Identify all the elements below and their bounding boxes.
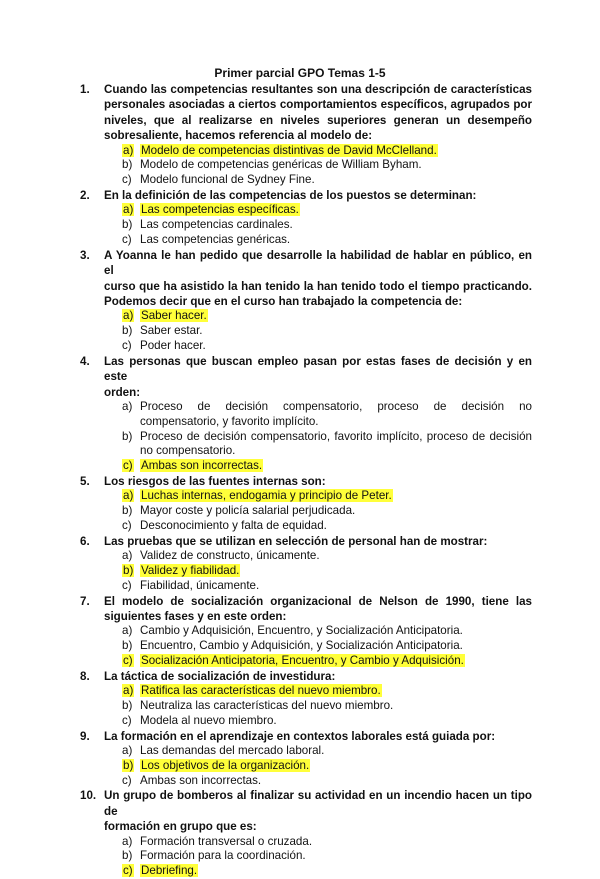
- option-text-line: [140, 564, 532, 579]
- question-2: [80, 188, 532, 203]
- question-text-line: siguientes fases y en este orden:: [104, 610, 287, 624]
- option-letter: b): [122, 158, 133, 172]
- option-text-content: Desconocimiento y falta de equidad.: [140, 519, 327, 533]
- answer-option: [122, 639, 532, 654]
- option-text: [140, 714, 532, 729]
- option-text-content: Proceso de decisión compensatorio, proceso de decisión no: [140, 400, 532, 414]
- option-label: [122, 624, 140, 639]
- option-text-content: Las demandas del mercado laboral.: [140, 744, 325, 758]
- option-text: [140, 309, 532, 324]
- option-text: [140, 864, 532, 879]
- option-letter: b): [123, 564, 134, 578]
- option-text: [140, 400, 532, 430]
- answer-options: [122, 400, 532, 474]
- question-3: [80, 248, 532, 310]
- answer-option-correct: [122, 564, 532, 579]
- option-letter: c): [122, 339, 132, 353]
- option-letter: c): [122, 233, 132, 247]
- question-text-line: Cuando las competencias resultantes son una descripción de características: [104, 83, 532, 96]
- option-text-line: [140, 158, 532, 173]
- question-number: 2.: [80, 189, 90, 203]
- option-text-line: [140, 444, 532, 459]
- option-label: [122, 684, 140, 699]
- answer-option: [122, 233, 532, 248]
- question-text-line: niveles, que al realizarse en niveles superiores generan un desempeño: [104, 113, 532, 127]
- question-10: [80, 788, 532, 834]
- option-text-line: [140, 339, 532, 354]
- option-text-content: Ambas son incorrectas.: [140, 773, 262, 787]
- option-label: [122, 324, 140, 339]
- option-text-line: [140, 218, 532, 233]
- option-text: [140, 684, 532, 699]
- question-number: 3.: [80, 248, 90, 262]
- option-text-line: [140, 430, 532, 445]
- option-letter: a): [123, 489, 134, 503]
- question-text: [104, 788, 532, 834]
- option-label: [122, 549, 140, 564]
- option-label: [122, 759, 140, 774]
- answer-options: [122, 489, 532, 533]
- option-text-content: Saber hacer.: [141, 309, 207, 323]
- answer-option: [122, 699, 532, 714]
- option-label: [122, 564, 140, 579]
- option-label: [122, 864, 140, 879]
- answer-option: [122, 774, 532, 789]
- option-letter: c): [123, 864, 133, 878]
- option-text-content: Validez y fiabilidad.: [141, 564, 240, 578]
- question-text: [104, 82, 532, 144]
- option-text-content: Encuentro, Cambio y Adquisición, y Socialización Anticipatoria.: [140, 639, 463, 653]
- answer-option: [122, 714, 532, 729]
- option-text: [140, 489, 532, 504]
- question-text-line: Podemos decir que en el curso han trabajado la competencia de:: [104, 295, 463, 309]
- option-label: [122, 309, 140, 324]
- option-letter: c): [122, 173, 132, 187]
- option-text: [140, 519, 532, 534]
- question-text-line: Un grupo de bomberos al finalizar su actividad en un incendio hacen un tipo de: [104, 789, 532, 818]
- option-text-line: [140, 579, 532, 594]
- question-number: 4.: [80, 354, 90, 368]
- answer-options: [122, 144, 532, 188]
- question-text-line: La táctica de socialización de investidura:: [104, 669, 336, 683]
- option-text-line: [140, 639, 532, 654]
- question-text-line: Los riesgos de las fuentes internas son:: [104, 475, 326, 489]
- option-letter: a): [122, 834, 133, 848]
- option-label: [122, 430, 140, 460]
- answer-option-correct: [122, 654, 532, 669]
- option-text: [140, 158, 532, 173]
- option-text: [140, 564, 532, 579]
- option-letter: a): [122, 624, 133, 638]
- option-text-line: [140, 489, 532, 504]
- question-text-line: El modelo de socialización organizacional de Nelson de 1990, tiene las: [104, 594, 532, 608]
- option-text: [140, 639, 532, 654]
- answer-options: [122, 549, 532, 593]
- option-text-content: Las competencias específicas.: [141, 203, 299, 217]
- option-label: [122, 744, 140, 759]
- option-text-line: [140, 699, 532, 714]
- option-label: [122, 144, 140, 159]
- question-6: [80, 534, 532, 549]
- option-label: [122, 579, 140, 594]
- option-text-content: Proceso de decisión compensatorio, favorito implícito, proceso de decisión: [140, 429, 532, 443]
- answer-option: [122, 835, 532, 850]
- question-text: [104, 354, 532, 400]
- option-text-content: Modelo de competencias genéricas de William Byham.: [140, 158, 422, 172]
- option-letter: a): [122, 549, 133, 563]
- answer-option: [122, 519, 532, 534]
- option-letter: b): [123, 758, 134, 772]
- option-label: [122, 714, 140, 729]
- option-letter: a): [123, 684, 134, 698]
- option-text: [140, 654, 532, 669]
- option-text: [140, 339, 532, 354]
- question-text-line: curso que ha asistido la han tenido la han tenido todo el tiempo practicando.: [104, 279, 532, 293]
- option-label: [122, 339, 140, 354]
- question-text-line: En la definición de las competencias de los puestos se determinan:: [104, 189, 477, 203]
- answer-option: [122, 549, 532, 564]
- question-4: [80, 354, 532, 400]
- question-text: [104, 594, 532, 625]
- option-text-content: Cambio y Adquisición, Encuentro, y Socialización Anticipatoria.: [140, 624, 463, 638]
- option-label: [122, 459, 140, 474]
- option-text-line: [140, 624, 532, 639]
- option-label: [122, 639, 140, 654]
- question-number: 8.: [80, 669, 90, 683]
- option-text-line: [140, 864, 532, 879]
- option-letter: b): [122, 324, 133, 338]
- option-label: [122, 400, 140, 430]
- option-text-content: no compensatorio.: [140, 444, 236, 458]
- option-label: [122, 654, 140, 669]
- question-text: [104, 474, 532, 489]
- option-text-line: [140, 849, 532, 864]
- option-letter: b): [122, 218, 133, 232]
- option-letter: b): [122, 849, 133, 863]
- option-text-line: [140, 654, 532, 669]
- question-text-line: Las pruebas que se utilizan en selección de personal han de mostrar:: [104, 534, 488, 548]
- answer-options: [122, 624, 532, 668]
- option-text-line: [140, 309, 532, 324]
- option-label: [122, 519, 140, 534]
- option-text-content: Validez de constructo, únicamente.: [140, 549, 320, 563]
- answer-options: [122, 835, 532, 879]
- question-number: 5.: [80, 475, 90, 489]
- option-text: [140, 699, 532, 714]
- answer-option: [122, 430, 532, 460]
- option-text-content: compensatorio, y favorito implícito.: [140, 414, 319, 428]
- option-text-line: [140, 519, 532, 534]
- option-letter: a): [123, 143, 134, 157]
- option-text-content: Formación para la coordinación.: [140, 849, 306, 863]
- option-label: [122, 504, 140, 519]
- question-number: 10.: [80, 789, 97, 803]
- answer-option: [122, 744, 532, 759]
- question-8: [80, 669, 532, 684]
- answer-option-correct: [122, 203, 532, 218]
- option-text-line: [140, 459, 532, 474]
- option-letter: a): [122, 744, 133, 758]
- question-text-line: orden:: [104, 385, 141, 399]
- option-text: [140, 218, 532, 233]
- question-text-line: A Yoanna le han pedido que desarrolle la habilidad de hablar en público, en el: [104, 248, 532, 278]
- option-text: [140, 624, 532, 639]
- option-letter: b): [122, 504, 133, 518]
- answer-option-correct: [122, 144, 532, 159]
- answer-options: [122, 203, 532, 247]
- page-title: Primer parcial GPO Temas 1-5: [214, 66, 386, 80]
- question-7: [80, 594, 532, 625]
- answer-option-correct: [122, 759, 532, 774]
- option-text: [140, 203, 532, 218]
- question-number: 6.: [80, 534, 90, 548]
- option-text-content: Formación transversal o cruzada.: [140, 834, 313, 848]
- option-label: [122, 849, 140, 864]
- option-text-line: [140, 415, 532, 430]
- option-letter: a): [122, 400, 133, 414]
- question-text: [104, 729, 532, 744]
- option-text-line: [140, 549, 532, 564]
- option-text: [140, 759, 532, 774]
- answer-option: [122, 158, 532, 173]
- option-letter: c): [123, 654, 133, 668]
- option-text: [140, 430, 532, 460]
- option-text-line: [140, 203, 532, 218]
- option-text-line: [140, 835, 532, 850]
- option-text-content: Fiabilidad, únicamente.: [140, 578, 260, 592]
- option-label: [122, 218, 140, 233]
- answer-option: [122, 579, 532, 594]
- option-letter: c): [122, 773, 132, 787]
- option-text: [140, 549, 532, 564]
- question-list: [80, 82, 532, 879]
- question-text-line: personales asociadas a ciertos comportamientos específicos, agrupados por: [104, 98, 532, 112]
- question-text: [104, 188, 532, 203]
- option-text-content: Ratifica las características del nuevo miembro.: [141, 684, 381, 698]
- option-text: [140, 459, 532, 474]
- option-label: [122, 233, 140, 248]
- question-5: [80, 474, 532, 489]
- answer-option-correct: [122, 309, 532, 324]
- option-letter: c): [122, 519, 132, 533]
- option-text-content: Las competencias genéricas.: [140, 233, 291, 247]
- option-text-line: [140, 233, 532, 248]
- answer-options: [122, 744, 532, 788]
- option-letter: c): [122, 578, 132, 592]
- answer-option: [122, 849, 532, 864]
- question-text: [104, 669, 532, 684]
- question-text-line: formación en grupo que es:: [104, 820, 257, 834]
- option-letter: a): [123, 309, 134, 323]
- option-text-line: [140, 759, 532, 774]
- answer-options: [122, 684, 532, 728]
- answer-option: [122, 400, 532, 430]
- question-number: 9.: [80, 729, 90, 743]
- option-text-line: [140, 714, 532, 729]
- option-text-content: Los objetivos de la organización.: [141, 758, 310, 772]
- question-number: 7.: [80, 594, 90, 608]
- option-text-content: Luchas internas, endogamia y principio de Peter.: [141, 489, 392, 503]
- option-text-content: Neutraliza las características del nuevo miembro.: [140, 699, 394, 713]
- question-text-line: sobresaliente, hacemos referencia al modelo de:: [104, 129, 373, 143]
- option-label: [122, 203, 140, 218]
- option-text: [140, 324, 532, 339]
- option-label: [122, 489, 140, 504]
- option-text-line: [140, 324, 532, 339]
- option-text-line: [140, 744, 532, 759]
- answer-option: [122, 218, 532, 233]
- option-text-content: Modelo funcional de Sydney Fine.: [140, 173, 315, 187]
- option-label: [122, 774, 140, 789]
- option-label: [122, 835, 140, 850]
- answer-option-correct: [122, 864, 532, 879]
- answer-option: [122, 173, 532, 188]
- option-text-line: [140, 173, 532, 188]
- option-text-content: Saber estar.: [140, 324, 203, 338]
- question-number: 1.: [80, 83, 90, 96]
- answer-option: [122, 504, 532, 519]
- option-text: [140, 849, 532, 864]
- answer-option: [122, 324, 532, 339]
- question-9: [80, 729, 532, 744]
- option-text-content: Socialización Anticipatoria, Encuentro, y Cambio y Adquisición.: [141, 654, 464, 668]
- option-letter: b): [122, 699, 133, 713]
- option-text: [140, 579, 532, 594]
- option-text-content: Ambas son incorrectas.: [141, 459, 263, 473]
- answer-option-correct: [122, 459, 532, 474]
- answer-option: [122, 624, 532, 639]
- question-1: [80, 82, 532, 144]
- option-text-content: Mayor coste y policía salarial perjudicada.: [140, 504, 356, 518]
- option-text-content: Debriefing.: [141, 864, 198, 878]
- option-text: [140, 233, 532, 248]
- option-text: [140, 774, 532, 789]
- option-text-line: [140, 504, 532, 519]
- option-text-line: [140, 684, 532, 699]
- option-text-content: Modelo de competencias distintivas de David McClelland.: [141, 143, 437, 157]
- question-text: [104, 534, 532, 549]
- question-text-line: La formación en el aprendizaje en contextos laborales está guiada por:: [104, 729, 496, 743]
- option-text-line: [140, 774, 532, 789]
- option-text-content: Modela al nuevo miembro.: [140, 713, 277, 727]
- answer-options: [122, 309, 532, 353]
- option-text: [140, 144, 532, 159]
- option-letter: b): [122, 429, 133, 443]
- answer-option-correct: [122, 489, 532, 504]
- option-letter: c): [123, 459, 133, 473]
- option-letter: b): [122, 639, 133, 653]
- option-letter: a): [123, 203, 134, 217]
- option-label: [122, 173, 140, 188]
- option-text: [140, 504, 532, 519]
- option-letter: c): [122, 713, 132, 727]
- option-label: [122, 699, 140, 714]
- option-text-line: [140, 400, 532, 415]
- answer-option-correct: [122, 684, 532, 699]
- question-text: [104, 248, 532, 310]
- option-text: [140, 835, 532, 850]
- option-text-content: Las competencias cardinales.: [140, 218, 293, 232]
- question-text-line: Las personas que buscan empleo pasan por estas fases de decisión y en este: [104, 354, 532, 384]
- option-text: [140, 744, 532, 759]
- option-text-line: [140, 144, 532, 159]
- option-label: [122, 158, 140, 173]
- option-text: [140, 173, 532, 188]
- answer-option: [122, 339, 532, 354]
- option-text-content: Poder hacer.: [140, 339, 206, 353]
